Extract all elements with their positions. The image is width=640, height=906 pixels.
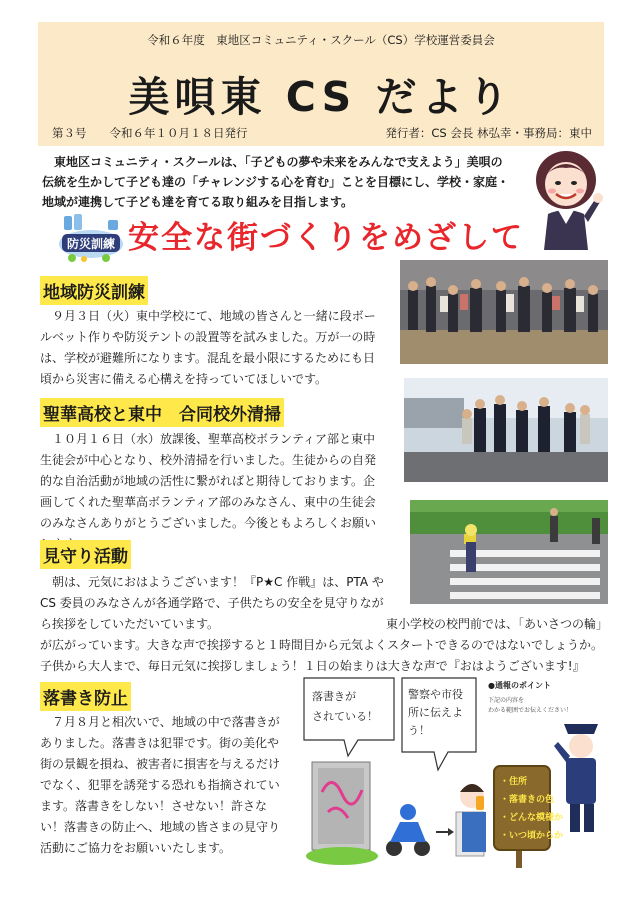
board-note-line1: 下記の内容を [488, 697, 525, 704]
board-point-2: ・落書きの色 [500, 795, 555, 805]
masthead [38, 22, 604, 146]
badge-label: 防災訓練 [66, 237, 116, 251]
section-body-watch-full [40, 614, 608, 677]
committee-line: 令和６年度 東地区コミュニティ・スクール（CS）学校運営委員会 [147, 33, 495, 47]
board-point-3: ・どんな模様か [500, 813, 564, 823]
section-body-cleanup [40, 429, 380, 555]
section-body-graffiti [40, 712, 290, 859]
bubble-right-line1: 警察や市役 [408, 688, 463, 701]
section-heading-graffiti: 落書き防止 [40, 682, 131, 711]
issue-info: 第３号 令和６年１０月１８日発行 [52, 126, 248, 140]
watch-text-top: 朝は、元気におはようございます！『P★C 作戦』は、PTA や CS 委員のみなさんが各通学路で、子供たちの安全を見守りながら挨拶をしていただいています。 [40, 575, 384, 631]
photo-crosswalk-watch [410, 500, 608, 604]
drill-text: ９月３日（火）東中学校にて、地域の皆さんと一緒に段ボールベット作りや防災テントの設置等を試みました。万が一の時は、学校が避難所になります。混乱を最小限にするためにも日頃から災害に備える心構えを持っていてほしいです。 [40, 309, 376, 386]
publisher-info: 発行者：CS 会長 林弘幸・事務局：東中 [385, 126, 592, 140]
photo-disaster-drill [400, 260, 608, 364]
photo-joint-cleanup [404, 378, 608, 482]
feature-title: 安全な街づくりをめざして [128, 220, 524, 256]
section-heading-drill: 地域防災訓練 [40, 276, 148, 305]
graffiti-reporting-illustration [298, 672, 608, 868]
mascot-illustration [528, 146, 604, 250]
intro-paragraph: 東地区コミュニティ・スクールは、「子どもの夢や未来をみんなで支えよう」美唄の伝統を生かして子ども達の「チャレンジする心を育む」ことを目標にし、学校・家庭・地域が連携して子ども達を育てる取り組みを目指します。 [42, 155, 510, 209]
disaster-drill-badge-icon [58, 214, 124, 264]
board-point-4: ・いつ頃からか [500, 831, 564, 841]
bubble-right-line2: 所に伝えよ [408, 706, 463, 719]
board-note-line2: わかる範囲でお伝えください！ [488, 707, 573, 714]
board-point-1: ・住所 [500, 777, 528, 787]
graffiti-text: ７月８月と相次いで、地域の中で落書きがありました。落書きは犯罪です。街の美化や街の景観を損ね、被害者に損害を与えるだけでなく、犯罪を誘発する恐れも指摘されています。落書きをしない！させない！許さない！落書きの防止へ、地域の皆さまの見守り活動にご協力をお願いいたします。 [40, 715, 281, 855]
section-body-drill [40, 306, 380, 390]
cleanup-text: １０月１６日（水）放課後、聖華高校ボランティア部と東中生徒会が中心となり、校外清掃を行いました。生徒からの自発的な自治活動が地域の活性に繋がればと期待しております。企画してくれた聖華高ボランティア部のみなさん、東中の生徒会のみなさんありがとうございました。今後ともよろしくお願い [40, 432, 377, 530]
bubble-left-line1: 落書きが [312, 690, 356, 703]
board-title: ●通報のポイント [488, 681, 551, 690]
bubble-left-line2: されている！ [312, 710, 378, 723]
bubble-right-line3: う！ [408, 724, 430, 737]
newsletter-title: 美唄東 CS だより [128, 73, 514, 121]
section-heading-watch: 見守り活動 [40, 540, 131, 569]
section-heading-cleanup: 聖華高校と東中 合同校外清掃 [40, 398, 284, 427]
watch-text-full: 東小学校の校門前では、「あいさつの輪」が広がっています。大きな声で挨拶すると１時間目から元気よくスタートできるのではないでしょうか。子供から大人まで、毎日元気に挨拶しましょう！１日の始まりは大きな声で『おはようございます!』 [40, 617, 609, 673]
